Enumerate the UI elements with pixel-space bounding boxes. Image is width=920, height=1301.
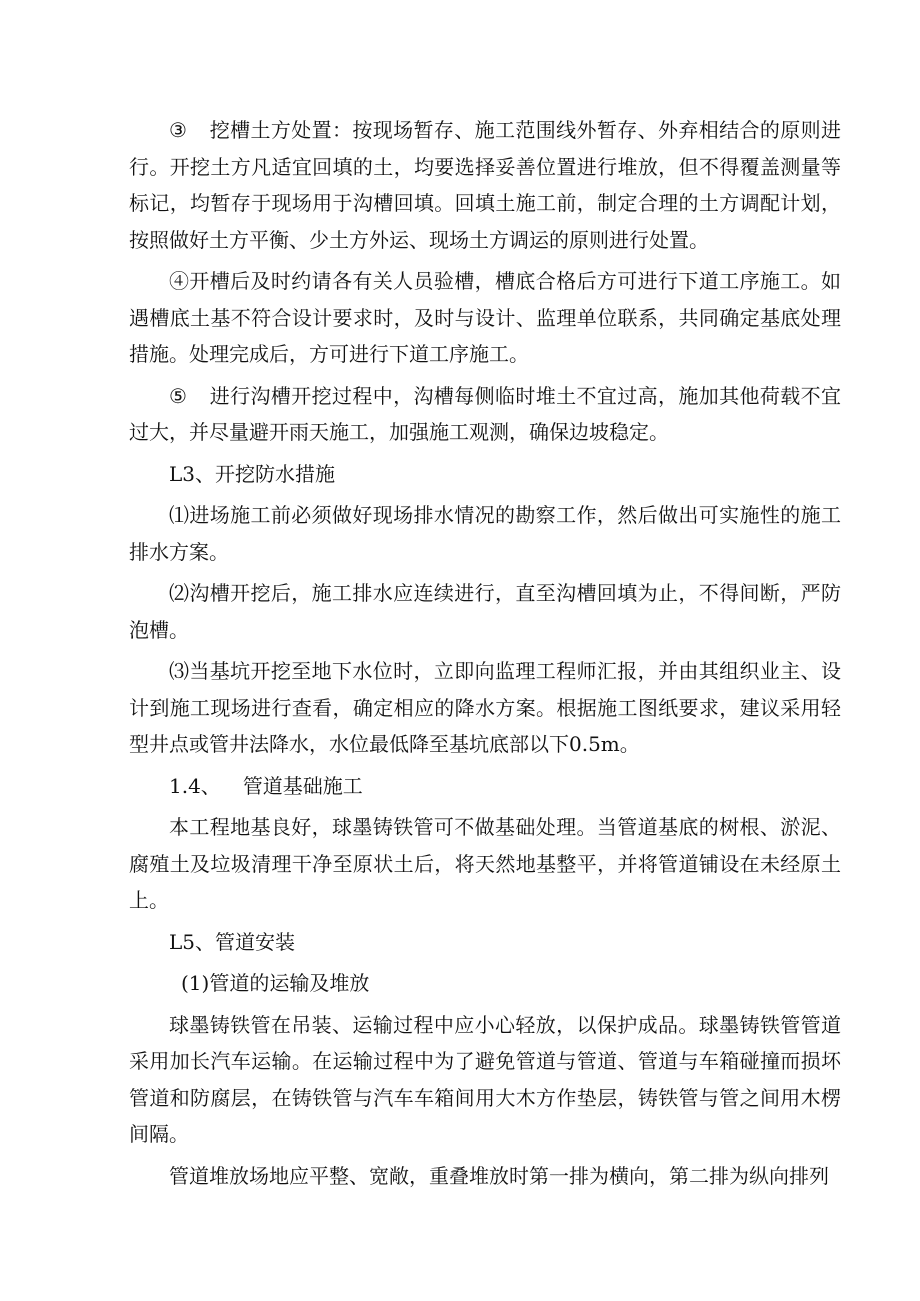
section-heading-pipe-foundation xyxy=(129,768,841,805)
paragraph-text: 球墨铸铁管在吊装、运输过程中应小心轻放，以保护成品。球墨铸铁管管道采用加长汽车运输。在运输过程中为了避免管道与管道、管道与车箱碰撞而损坏管道和防腐层，在铸铁管与汽车车箱间用大木方作垫层，铸铁管与管之间用木楞间隔。 xyxy=(129,1012,841,1146)
paragraph-dewatering xyxy=(129,653,841,763)
paragraph-foundation-condition xyxy=(129,809,841,919)
paragraph-continuous-drainage xyxy=(129,575,841,648)
section-heading-waterproofing xyxy=(129,456,841,493)
section-heading-pipe-installation xyxy=(129,924,841,961)
paragraph-trench-stability xyxy=(129,378,841,451)
heading-text: 管道基础施工 xyxy=(242,773,363,798)
heading-text: L5、管道安装 xyxy=(169,929,296,954)
paragraph-earthwork-disposal xyxy=(129,112,841,258)
heading-text: (1)管道的运输及堆放 xyxy=(181,971,370,995)
item-marker-5: ⑤ xyxy=(169,383,188,408)
item-marker-3: ③ xyxy=(169,118,188,142)
paragraph-text: 本工程地基良好，球墨铸铁管可不做基础处理。当管道基底的树根、淤泥、腐殖土及垃圾清理干净至原状土后，将天然地基整平，并将管道铺设在未经原土上。 xyxy=(129,815,841,912)
paragraph-text: ⑴进场施工前必须做好现场排水情况的勘察工作，然后做出可实施性的施工排水方案。 xyxy=(129,503,841,564)
paragraph-text: ⑵沟槽开挖后，施工排水应连续进行，直至沟槽回填为止，不得间断，严防泡槽。 xyxy=(129,581,841,642)
document-body xyxy=(129,112,841,1199)
paragraph-text: 管道堆放场地应平整、宽敞，重叠堆放时第一排为横向，第二排为纵向排列 xyxy=(169,1163,829,1188)
section-number: 1.4、 xyxy=(169,773,221,798)
paragraph-text: 挖槽土方处置：按现场暂存、施工范围线外暂存、外弃相结合的原则进行。开挖土方凡适宜回填的土，均要选择妥善位置进行堆放，但不得覆盖测量等标记，均暂存于现场用于沟槽回填。回填土施工前，制定合理的土方调配计划，按照做好土方平衡、少土方外运、现场土方调运的原则进行处置。 xyxy=(129,118,841,252)
paragraph-text: 进行沟槽开挖过程中，沟槽每侧临时堆土不宜过高，施加其他荷载不宜过大，并尽量避开雨天施工，加强施工观测，确保边坡稳定。 xyxy=(129,383,841,444)
paragraph-pipe-stacking xyxy=(129,1158,841,1195)
paragraph-drainage-survey xyxy=(129,497,841,570)
paragraph-text: ④开槽后及时约请各有关人员验槽，槽底合格后方可进行下道工序施工。如遇槽底土基不符合设计要求时，及时与设计、监理单位联系，共同确定基底处理措施。处理完成后，方可进行下道工序施工。 xyxy=(129,269,841,366)
paragraph-trench-inspection xyxy=(129,263,841,373)
paragraph-pipe-transport xyxy=(129,1007,841,1153)
subheading-transport-storage xyxy=(129,965,841,1002)
paragraph-text: ⑶当基坑开挖至地下水位时，立即向监理工程师汇报，并由其组织业主、设计到施工现场进行查看，确定相应的降水方案。根据施工图纸要求，建议采用轻型井点或管井法降水，水位最低降至基坑底部以下0.5m。 xyxy=(129,659,841,756)
heading-text: L3、开挖防水措施 xyxy=(169,461,336,486)
